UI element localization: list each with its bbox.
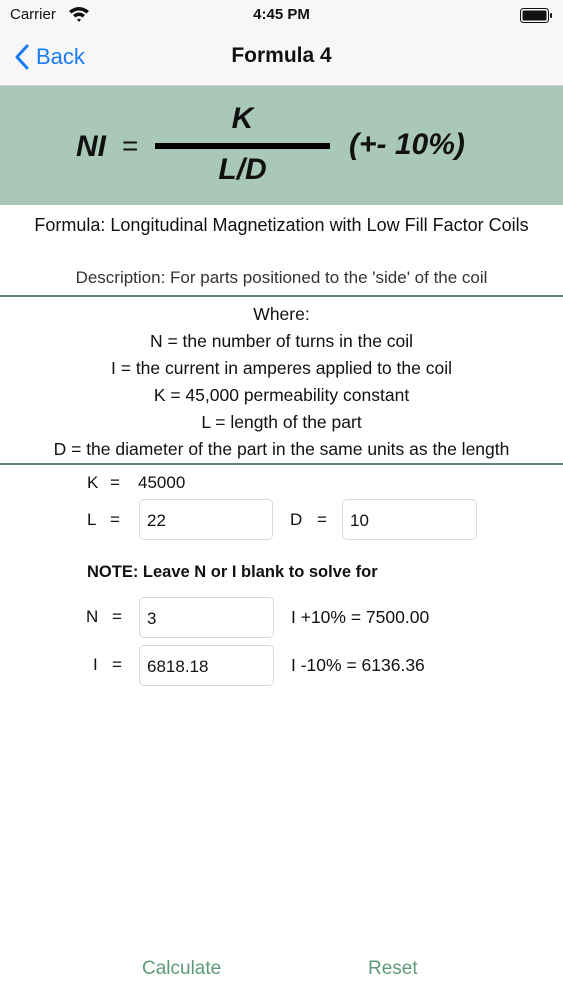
- formula-tolerance: (+- 10%): [349, 128, 465, 161]
- definition-l: L = length of the part: [201, 412, 362, 432]
- carrier-label: Carrier: [10, 6, 56, 23]
- i-minus-10-result: I -10% = 6136.36: [291, 655, 425, 675]
- calculate-button[interactable]: Calculate: [142, 958, 222, 979]
- battery-icon: [520, 8, 553, 23]
- i-equals: =: [112, 655, 122, 674]
- l-input[interactable]: 22: [139, 499, 273, 540]
- where-definitions: [0, 301, 563, 463]
- reset-button[interactable]: Reset: [368, 958, 418, 979]
- i-label: I: [93, 655, 98, 674]
- navigation-bar: [0, 30, 563, 86]
- fraction-line: [155, 143, 330, 149]
- n-equals: =: [112, 607, 122, 626]
- page-title: Formula 4: [231, 44, 332, 67]
- divider-top: [0, 295, 563, 297]
- solve-note: NOTE: Leave N or I blank to solve for: [87, 563, 378, 581]
- definition-d: D = the diameter of the part in the same units as the length: [53, 439, 510, 459]
- where-title: Where:: [253, 304, 310, 324]
- i-plus-10-result: I +10% = 7500.00: [291, 607, 430, 627]
- formula-description: Description: For parts positioned to the 'side' of the coil: [75, 268, 488, 287]
- k-value: 45000: [138, 473, 186, 492]
- status-bar: [0, 0, 563, 30]
- formula-banner: [0, 86, 563, 205]
- l-equals: =: [110, 510, 120, 529]
- d-input[interactable]: 10: [342, 499, 477, 540]
- formula-heading: Formula: Longitudinal Magnetization with Low Fill Factor Coils: [34, 215, 529, 235]
- formula-numerator: K: [231, 102, 254, 135]
- k-equals: =: [110, 473, 120, 492]
- formula-denominator: L/D: [218, 153, 267, 186]
- divider-bottom: [0, 463, 563, 465]
- l-label: L: [87, 510, 97, 529]
- definition-i: I = the current in amperes applied to the coil: [111, 358, 452, 378]
- n-label: N: [86, 607, 99, 626]
- definition-k: K = 45,000 permeability constant: [153, 385, 410, 405]
- formula-lhs: NI: [76, 130, 106, 163]
- n-input[interactable]: 3: [139, 597, 274, 638]
- status-time: 4:45 PM: [253, 6, 310, 23]
- definition-n: N = the number of turns in the coil: [149, 331, 414, 351]
- i-input[interactable]: 6818.18: [139, 645, 274, 686]
- formula-equals: =: [122, 130, 139, 161]
- d-equals: =: [317, 510, 327, 529]
- k-label: K: [87, 473, 99, 492]
- back-label: Back: [36, 44, 85, 69]
- d-label: D: [290, 510, 303, 529]
